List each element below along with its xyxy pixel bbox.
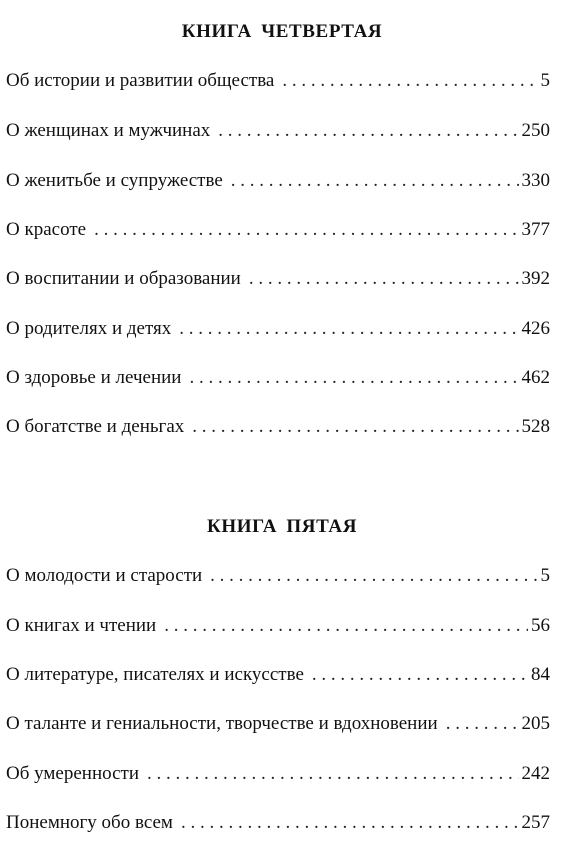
toc-entry-label: О книгах и чтении (6, 615, 157, 636)
leader-dots (164, 613, 528, 639)
leader-dots (312, 662, 528, 688)
toc-entry-page: 330 (521, 170, 550, 191)
toc-entry-page: 462 (521, 367, 550, 388)
leader-dots (192, 414, 518, 440)
toc-entry[interactable] (6, 414, 550, 440)
toc-entry-page: 84 (531, 664, 550, 685)
leader-dots (147, 761, 519, 787)
toc-entry-label: Об истории и развитии общества (6, 70, 275, 91)
book4-title: КНИГА ЧЕТВЕРТАЯ (181, 21, 383, 42)
toc-entry[interactable] (6, 613, 550, 639)
toc-entry[interactable] (6, 266, 550, 292)
leader-dots (231, 168, 519, 194)
leader-dots (179, 316, 518, 342)
toc-entry-label: О богатстве и деньгах (6, 416, 185, 437)
toc-entry-label: О молодости и старости (6, 565, 203, 586)
toc-entry-page: 242 (521, 763, 550, 784)
leader-dots (218, 118, 518, 144)
toc-entry-label: О женитьбе и супружестве (6, 170, 223, 191)
toc-entry-page: 5 (540, 565, 550, 586)
toc-entry[interactable] (6, 810, 550, 836)
toc-entry-page: 250 (521, 120, 550, 141)
book5-title: КНИГА ПЯТАЯ (206, 516, 358, 537)
toc-entry-label: О женщинах и мужчинах (6, 120, 211, 141)
toc-entry[interactable] (6, 711, 550, 737)
leader-dots (181, 810, 519, 836)
toc-entry-page: 528 (521, 416, 550, 437)
leader-dots (210, 563, 537, 589)
toc-entry[interactable] (6, 761, 550, 787)
toc-entry[interactable] (6, 316, 550, 342)
toc-entry[interactable] (6, 563, 550, 589)
toc-entry-page: 56 (531, 615, 550, 636)
toc-entry-page: 205 (521, 713, 550, 734)
leader-dots (189, 365, 518, 391)
toc-entry[interactable] (6, 68, 550, 94)
toc-entry[interactable] (6, 662, 550, 688)
toc-entry-page: 377 (521, 219, 550, 240)
toc-entry-page: 257 (521, 812, 550, 833)
toc-entry[interactable] (6, 168, 550, 194)
leader-dots (282, 68, 537, 94)
toc-entry-label: Понемногу обо всем (6, 812, 173, 833)
toc-entry-label: О родителях и детях (6, 318, 172, 339)
toc-entry-label: О таланте и гениальности, творчестве и вдохновении (6, 713, 438, 734)
leader-dots (446, 711, 519, 737)
leader-dots (249, 266, 519, 292)
toc-entry[interactable] (6, 118, 550, 144)
toc-entry-label: О литературе, писателях и искусстве (6, 664, 304, 685)
toc-entry-label: Об умеренности (6, 763, 139, 784)
leader-dots (94, 217, 518, 243)
toc-entry[interactable] (6, 365, 550, 391)
toc-entry-label: О здоровье и лечении (6, 367, 182, 388)
toc-entry-page: 426 (521, 318, 550, 339)
toc-entry-label: О красоте (6, 219, 87, 240)
toc-entry-page: 5 (540, 70, 550, 91)
toc-entry-page: 392 (521, 268, 550, 289)
toc-entry-label: О воспитании и образовании (6, 268, 241, 289)
toc-entry[interactable] (6, 217, 550, 243)
